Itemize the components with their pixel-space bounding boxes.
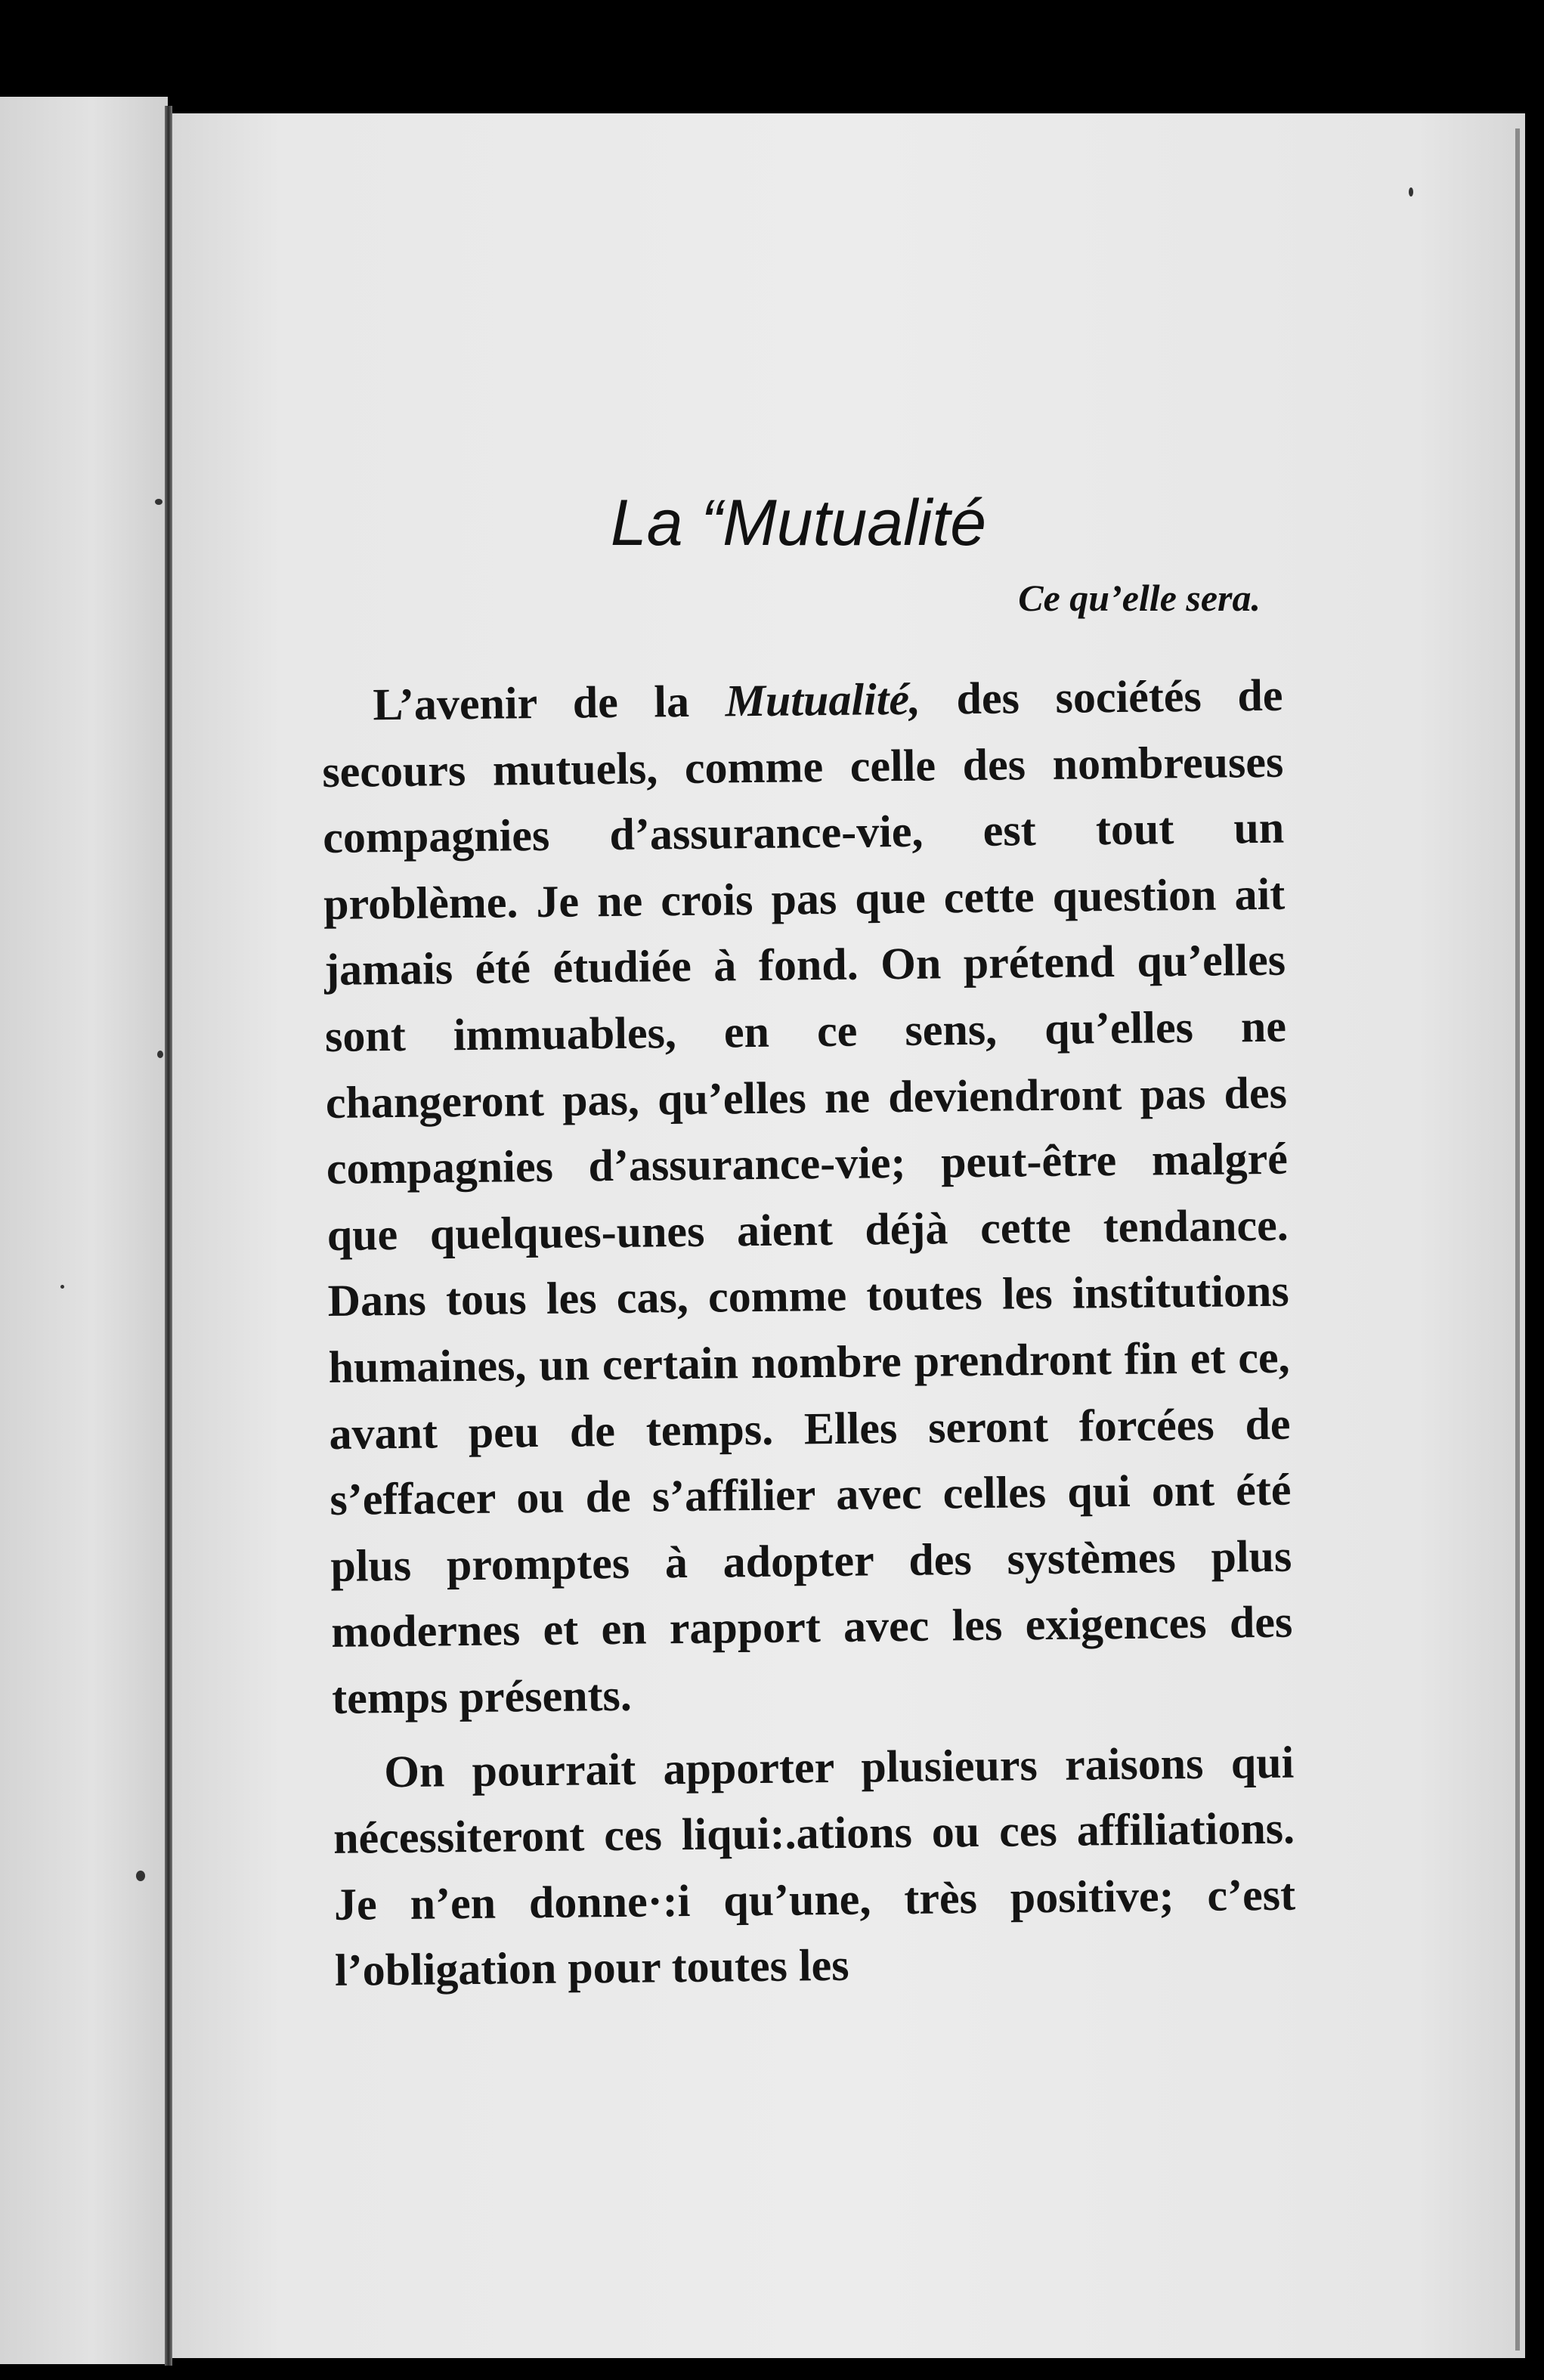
scan-speck bbox=[157, 1051, 163, 1058]
left-page-edge bbox=[0, 97, 168, 2364]
paragraph-2: On pourrait apporter plusieurs raisons qui nécessiteront ces liqui:.ations ou ces affiliations. Je n’en donne·:i qu’une, très positive; c’est l’obligation pour toutes les bbox=[333, 1737, 1296, 1996]
scan-speck bbox=[60, 1285, 64, 1289]
page-subtitle: Ce qu’elle sera. bbox=[1018, 577, 1261, 619]
paragraph-1 bbox=[321, 663, 1294, 1732]
paragraph-1-rest: des sociétés de secours mutuels, comme celle des nombreuses compagnies d’assurance-vie, est tout un problème. Je ne crois pas que cette question ait jamais été étudiée à fond. On prétend qu’elles sont immuables, en ce sens, qu’elles ne changeront pas, qu’elles ne deviendront pas des compagnies d’assurance-vie; peut-être malgré que quelques-unes aient déjà cette tendance. Dans tous les cas, comme toutes les institutions humaines, un certain nombre prendront fin et ce, avant peu de temps. Elles seront forcées de s’effacer ou de s’affilier avec celles qui ont été plus promptes à adopter des systèmes plus modernes et en rapport avec les exigences des temps présents. bbox=[322, 670, 1293, 1723]
paragraph-1-start: L’avenir de la bbox=[373, 676, 726, 730]
page-title: La “Mutualité bbox=[610, 486, 987, 559]
book-gutter bbox=[165, 106, 172, 2366]
body-text bbox=[321, 663, 1296, 2012]
page-right-edge bbox=[1515, 128, 1520, 2351]
scan-speck bbox=[1409, 187, 1413, 197]
paragraph-1-emphasis: Mutualité, bbox=[725, 673, 921, 726]
scan-speck bbox=[136, 1871, 145, 1881]
